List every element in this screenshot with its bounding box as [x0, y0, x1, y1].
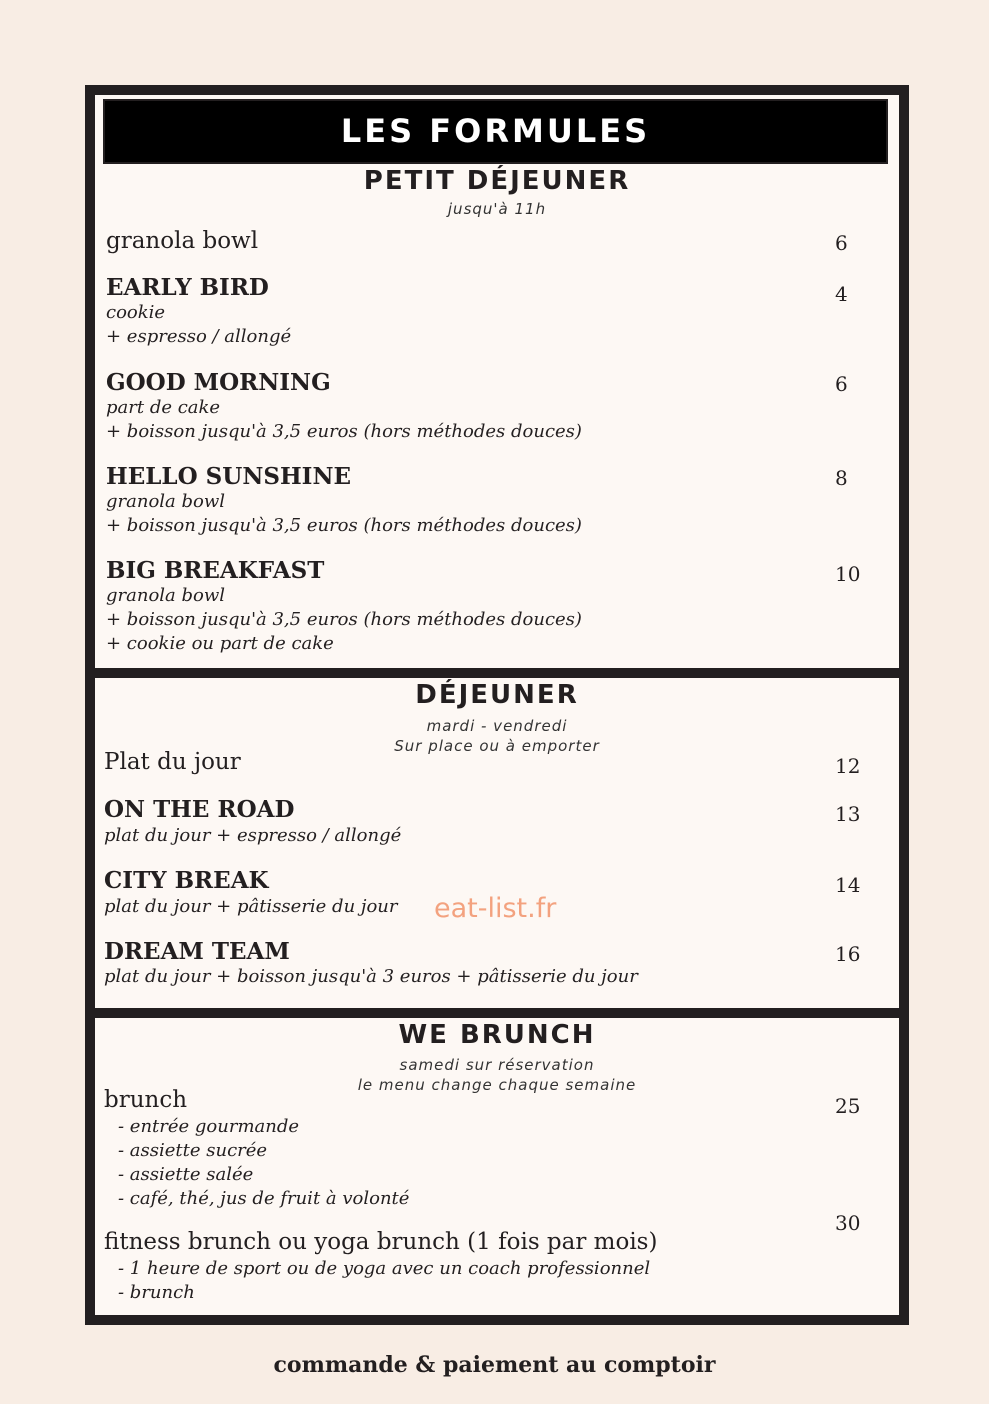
- section-subtitle-dejeuner: Sur place ou à emporter: [394, 737, 600, 755]
- item-description: + cookie ou part de cake: [106, 633, 334, 654]
- footer-note: commande & paiement au comptoir: [273, 1352, 716, 1378]
- item-description: + boisson jusqu'à 3,5 euros (hors méthodes douces): [106, 609, 582, 630]
- price-dream-team: 16: [835, 942, 861, 966]
- item-dream-team: DREAM TEAM: [104, 938, 290, 965]
- item-description: - entrée gourmande: [118, 1116, 300, 1137]
- item-description: plat du jour + boisson jusqu'à 3 euros + pâtisserie du jour: [104, 966, 638, 987]
- item-fitness-brunch: fitness brunch ou yoga brunch (1 fois par mois): [104, 1229, 658, 1255]
- section-divider: [85, 668, 909, 678]
- price-early-bird: 4: [835, 282, 848, 306]
- item-description: plat du jour + espresso / allongé: [104, 825, 402, 846]
- item-big-breakfast: BIG BREAKFAST: [106, 557, 325, 584]
- item-on-the-road: ON THE ROAD: [104, 796, 295, 823]
- item-city-break: CITY BREAK: [104, 867, 269, 894]
- item-description: + espresso / allongé: [106, 326, 292, 347]
- item-description: - assiette sucrée: [118, 1140, 268, 1161]
- item-hello-sunshine: HELLO SUNSHINE: [106, 463, 351, 490]
- section-subtitle-petit-dejeuner: jusqu'à 11h: [447, 200, 547, 218]
- item-good-morning: GOOD MORNING: [106, 369, 331, 396]
- section-title-we-brunch: WE BRUNCH: [398, 1020, 596, 1050]
- item-description: - brunch: [118, 1282, 195, 1303]
- item-brunch: brunch: [104, 1087, 188, 1113]
- item-description: - assiette salée: [118, 1164, 254, 1185]
- item-description: granola bowl: [106, 585, 226, 606]
- price-big-breakfast: 10: [835, 562, 861, 586]
- section-title-dejeuner: DÉJEUNER: [415, 680, 579, 710]
- price-on-the-road: 13: [835, 802, 861, 826]
- section-subtitle-we-brunch: le menu change chaque semaine: [357, 1076, 637, 1094]
- item-granola-bowl: granola bowl: [106, 228, 259, 254]
- item-description: - 1 heure de sport ou de yoga avec un coach professionnel: [118, 1258, 651, 1279]
- item-description: - café, thé, jus de fruit à volonté: [118, 1188, 410, 1209]
- price-brunch: 25: [835, 1094, 861, 1118]
- item-early-bird: EARLY BIRD: [106, 274, 269, 301]
- item-plat-du-jour: Plat du jour: [104, 749, 241, 775]
- item-description: granola bowl: [106, 491, 226, 512]
- price-good-morning: 6: [835, 372, 848, 396]
- price-plat-du-jour: 12: [835, 754, 861, 778]
- item-description: plat du jour + pâtisserie du jour: [104, 896, 398, 917]
- price-city-break: 14: [835, 873, 861, 897]
- price-fitness-brunch: 30: [835, 1211, 861, 1235]
- section-title-petit-dejeuner: PETIT DÉJEUNER: [363, 166, 631, 196]
- item-description: part de cake: [106, 397, 221, 418]
- price-granola-bowl: 6: [835, 231, 848, 255]
- price-hello-sunshine: 8: [835, 466, 848, 490]
- section-divider: [85, 1008, 909, 1018]
- item-description: cookie: [106, 302, 166, 323]
- section-subtitle-dejeuner: mardi - vendredi: [426, 717, 568, 735]
- page-title: LES FORMULES: [103, 99, 888, 164]
- section-subtitle-we-brunch: samedi sur réservation: [399, 1056, 595, 1074]
- watermark: eat-list.fr: [434, 893, 557, 924]
- item-description: + boisson jusqu'à 3,5 euros (hors méthodes douces): [106, 421, 582, 442]
- item-description: + boisson jusqu'à 3,5 euros (hors méthodes douces): [106, 515, 582, 536]
